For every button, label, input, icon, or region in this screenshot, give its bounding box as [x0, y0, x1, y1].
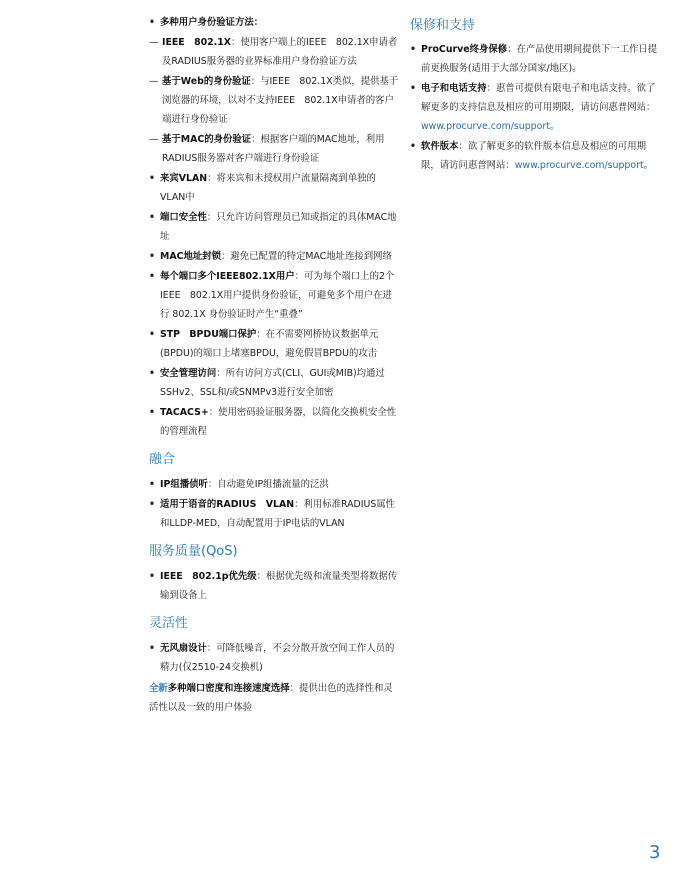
item-text: ：惠普可提供有限电子和电话支持。欲了解更多的支持信息及相应的可用期限，请访问惠普网站：	[421, 83, 656, 113]
sub-item-mac-auth	[149, 130, 401, 168]
item-term: IEEE 802.1p优先级	[160, 571, 257, 582]
auth-methods-item	[149, 13, 401, 32]
item-term: TACACS+	[160, 407, 209, 418]
bullet-icon: •	[149, 212, 155, 223]
section-heading-convergence: 融合	[149, 452, 176, 467]
bullet-icon: •	[410, 141, 416, 152]
sub-item-text: ：与IEEE 802.1X类似，提供基于浏览器的环境，以对不支持IEEE 802.1X申请者的客户端进行身份验证	[162, 76, 399, 125]
item-tail: 。	[643, 160, 654, 171]
item-term: 适用于语音的RADIUS VLAN	[160, 499, 295, 510]
bullet-icon: •	[149, 17, 155, 28]
list-item-secure-mgmt	[149, 364, 401, 402]
support-link[interactable]: www.procurve.com/support	[514, 160, 644, 171]
sub-item-term: 基于MAC的身份验证	[162, 134, 252, 145]
list-item-voice-vlan	[149, 495, 401, 533]
item-text: ：自动避免IP组播流量的泛洪	[207, 479, 329, 490]
item-term: 软件版本	[421, 141, 459, 152]
list-item-guest-vlan	[149, 169, 401, 207]
item-term: STP BPDU端口保护	[160, 329, 257, 340]
section-heading-flexibility: 灵活性	[149, 616, 189, 631]
bullet-icon: •	[149, 173, 155, 184]
list-item-fanless	[149, 639, 401, 677]
item-text: ：根据优先级和流量类型将数据传输到设备上	[160, 571, 398, 601]
item-text: ：避免已配置的特定MAC地址连接到网络	[220, 251, 392, 262]
item-term: 安全管理访问	[160, 368, 217, 379]
sub-item-web-auth	[149, 72, 401, 129]
bullet-icon: •	[410, 44, 416, 55]
list-item-tacacs	[149, 403, 401, 441]
section-heading-warranty: 保修和支持	[410, 18, 476, 33]
bullet-icon: •	[149, 407, 155, 418]
item-term: IP组播侦听	[160, 479, 208, 490]
support-link[interactable]: www.procurve.com/support	[421, 121, 550, 132]
list-item-phone-support	[410, 79, 662, 136]
bullet-icon: •	[149, 499, 155, 510]
bullet-icon: •	[149, 271, 155, 282]
bullet-icon: •	[149, 329, 155, 340]
right-column	[410, 13, 662, 176]
bullet-icon: •	[149, 479, 155, 490]
bullet-icon: •	[149, 643, 155, 654]
bullet-icon: •	[149, 251, 155, 262]
item-text: ：可降低噪音，不会分散开放空间工作人员的精力(仅2510-24交换机)	[160, 643, 395, 673]
item-text: ：利用标准RADIUS属性和LLDP-MED，自动配置用于IP电话的VLAN	[160, 499, 396, 529]
item-text: ：使用密码验证服务器，以简化交换机安全性的管理流程	[160, 407, 397, 437]
new-feature-text: ：提供出色的选择性和灵活性以及一致的用户体验	[149, 683, 393, 713]
new-feature-term: 多种端口密度和连接速度选择	[167, 683, 290, 694]
list-item-8021p	[149, 567, 401, 605]
item-term: 无风扇设计	[160, 643, 207, 654]
list-item-multi-8021x	[149, 267, 401, 324]
item-text: ：可为每个端口上的2个IEEE 802.1X用户提供身份验证，可避免多个用户在进行 802.1X 身份验证时产生“重叠”	[160, 271, 395, 320]
new-label: 全新	[149, 683, 168, 694]
sub-item-8021x	[149, 33, 401, 71]
list-item-igmp	[149, 475, 401, 494]
page-number: 3	[649, 842, 661, 863]
item-tail: 。	[549, 121, 560, 132]
sub-item-text: ：根据客户端的MAC地址，利用RADIUS服务器对客户端进行身份验证	[162, 134, 385, 164]
left-column	[149, 13, 401, 717]
list-item-lifetime-warranty	[410, 40, 662, 78]
item-text: ：在产品使用期间提供下一工作日提前更换服务(适用于大部分国家/地区)。	[421, 44, 658, 74]
item-text: ：在不需要网桥协议数据单元(BPDU)的端口上堵塞BPDU，避免假冒BPDU的攻击	[160, 329, 379, 359]
bullet-icon: •	[149, 571, 155, 582]
sub-item-text: ：使用客户端上的IEEE 802.1X申请者及RADIUS服务器的业界标准用户身份验证方法	[162, 37, 398, 67]
item-term: 端口安全性	[160, 212, 207, 223]
new-feature-paragraph	[149, 679, 401, 717]
list-item-software-releases	[410, 137, 662, 175]
dash-icon: —	[149, 76, 159, 87]
list-item-bpdu-protection	[149, 325, 401, 363]
auth-methods-title: 多种用户身份验证方法：	[160, 17, 264, 28]
item-term: MAC地址封锁	[160, 251, 221, 262]
item-text: ：将来宾和未授权用户流量隔离到单独的VLAN中	[160, 173, 376, 203]
bullet-icon: •	[149, 368, 155, 379]
dash-icon: —	[149, 37, 159, 48]
item-term: 每个端口多个IEEE802.1X用户	[160, 271, 295, 282]
sub-item-term: IEEE 802.1X	[162, 37, 231, 48]
item-term: 来宾VLAN	[160, 173, 208, 184]
item-text: ：只允许访问管理员已知或指定的具体MAC地址	[160, 212, 397, 242]
list-item-mac-lockout	[149, 247, 401, 266]
item-term: 电子和电话支持	[421, 83, 487, 94]
item-text: ：所有访问方式(CLI、GUI或MIB)均通过SSHv2、SSL和/或SNMPv3进行安全加密	[160, 368, 385, 398]
dash-icon: —	[149, 134, 159, 145]
section-heading-qos: 服务质量(QoS)	[149, 544, 238, 559]
bullet-icon: •	[410, 83, 416, 94]
item-text: ：欲了解更多的软件版本信息及相应的可用期限，请访问惠普网站：	[421, 141, 647, 171]
sub-item-term: 基于Web的身份验证	[162, 76, 251, 87]
item-term: ProCurve终身保修	[421, 44, 508, 55]
list-item-port-security	[149, 208, 401, 246]
